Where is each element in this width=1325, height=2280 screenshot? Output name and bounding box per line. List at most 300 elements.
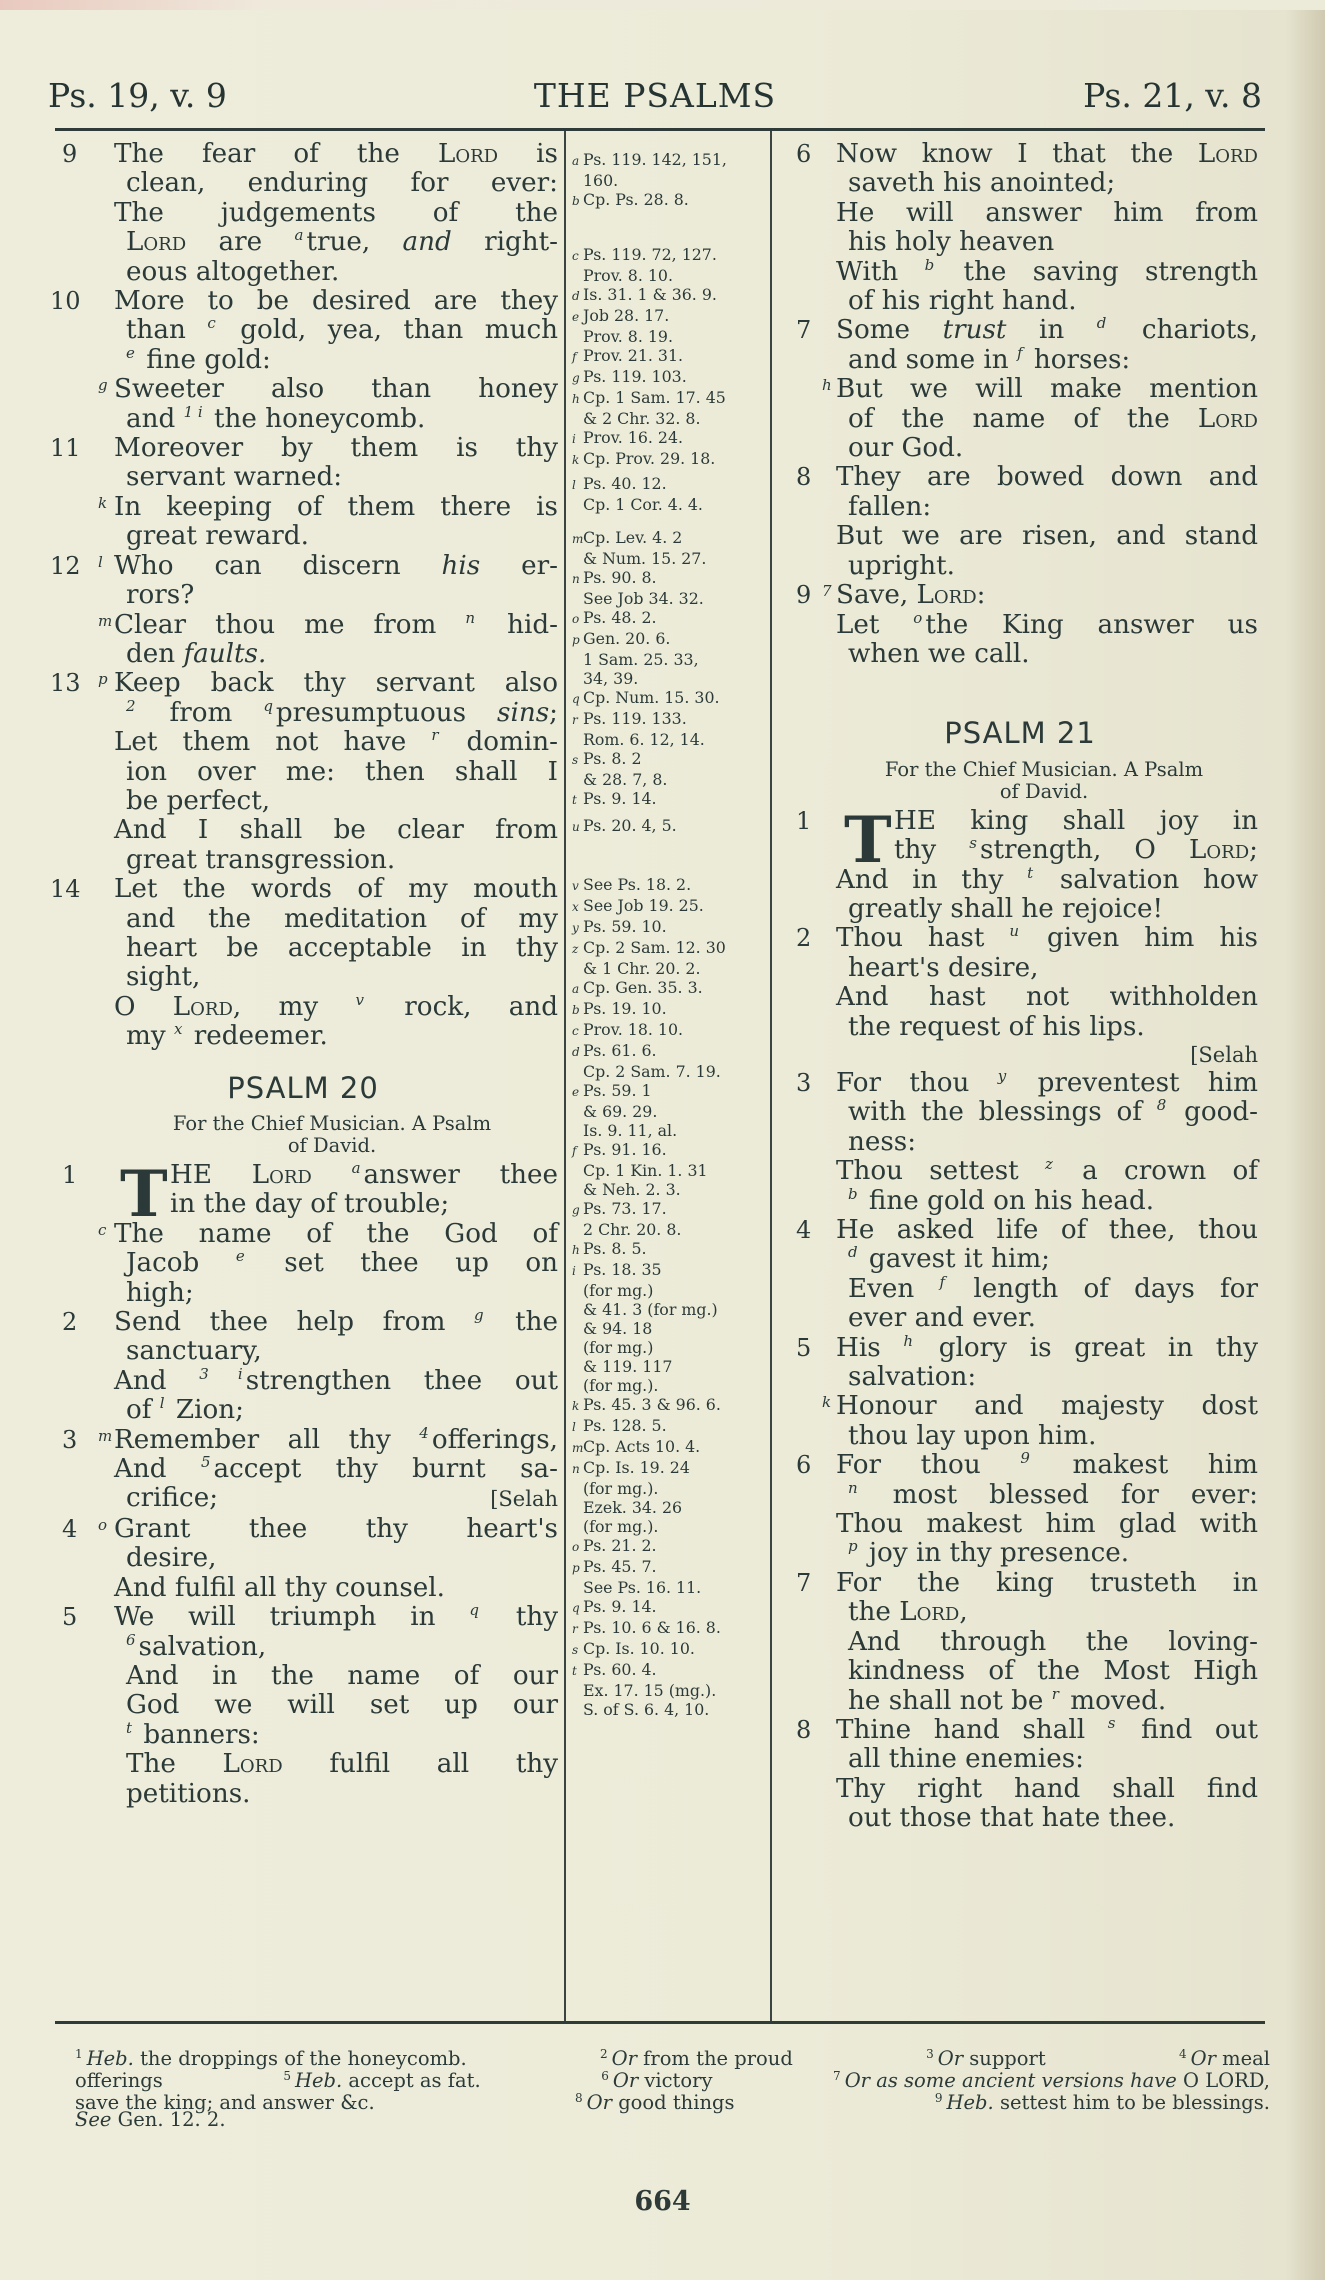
verse-text: petitions. — [126, 1778, 251, 1809]
verse-text: They are bowed down and — [836, 462, 1258, 493]
reference-text: (for mg.) — [583, 1338, 654, 1357]
cross-reference[interactable] — [572, 528, 768, 568]
verse-number: 5 — [796, 1333, 812, 1362]
reference-letter: b — [572, 1003, 580, 1017]
superscription-line: of David. — [287, 1134, 377, 1157]
verse-line — [782, 1304, 1258, 1333]
verse-text: rors? — [126, 580, 195, 611]
cross-reference-marker[interactable]: z — [1044, 1155, 1053, 1174]
cross-reference-marker[interactable]: 6 — [126, 1630, 136, 1649]
verse-line — [782, 863, 1258, 895]
cross-reference-line — [572, 669, 768, 688]
cross-reference-marker[interactable]: q — [469, 1601, 479, 1620]
verse-text: thou lay upon him. — [848, 1420, 1097, 1451]
verse-text: saveth his anointed; — [848, 168, 1116, 199]
reference-text: Ps. 59. 1 — [583, 1081, 652, 1100]
cross-reference-marker[interactable]: g — [473, 1306, 484, 1325]
verse-line — [782, 1128, 1258, 1157]
verse-line — [782, 434, 1258, 463]
cross-reference[interactable] — [572, 917, 768, 938]
verse-number: 4 — [62, 1514, 78, 1543]
footnote-text: O LORD, — [1183, 2069, 1270, 2092]
footnote-label: Or — [1190, 2047, 1223, 2070]
reference-letter: c — [572, 249, 579, 263]
reference-letter: m — [572, 1441, 584, 1455]
cross-reference-marker[interactable]: l — [159, 1394, 165, 1413]
reference-text: Prov. 8. 19. — [583, 327, 673, 346]
cross-reference-line — [572, 1281, 768, 1300]
cross-reference-marker[interactable]: 4 — [419, 1423, 429, 1442]
verse-text: the request of his lips. — [848, 1011, 1145, 1042]
verse-line: 12 l Who can discern his er- — [50, 550, 558, 581]
verse-line — [48, 1484, 558, 1514]
cross-reference-marker[interactable]: x — [173, 1020, 183, 1039]
cross-reference[interactable] — [572, 1660, 768, 1719]
reference-text: Prov. 16. 24. — [583, 428, 684, 447]
cross-reference-line — [572, 409, 768, 428]
cross-reference-line — [572, 346, 768, 367]
reference-text: Ps. 8. 2 — [583, 749, 642, 768]
verse-number: 1 — [796, 806, 812, 835]
cross-reference-marker[interactable]: v — [355, 990, 364, 1009]
verse-line — [48, 758, 558, 787]
cross-reference[interactable] — [572, 285, 768, 306]
verse-line — [782, 1422, 1258, 1451]
verse-text: $^d$ gavest it him; — [848, 1243, 1051, 1275]
verse-number: 4 — [796, 1216, 812, 1244]
reference-text: Ps. 61. 6. — [583, 1041, 657, 1060]
cross-reference[interactable] — [572, 245, 768, 285]
verse-line — [48, 934, 558, 963]
verse-number: 6 — [796, 140, 812, 168]
reference-text: Ps. 9. 14. — [583, 789, 657, 808]
verse-line — [782, 1013, 1258, 1042]
cross-reference[interactable] — [572, 1597, 768, 1618]
reference-text: 1 Sam. 25. 33, — [583, 650, 699, 669]
cross-reference-line — [572, 1479, 768, 1498]
cross-reference-line — [572, 789, 768, 810]
verse-text: His $^h$ glory is great in thy — [836, 1331, 1258, 1363]
verse-text: when we call. — [848, 638, 1030, 669]
cross-reference[interactable] — [572, 1639, 768, 1660]
drop-cap: T — [120, 1157, 168, 1232]
verse-text: and the meditation of my — [126, 903, 558, 934]
verse-line — [782, 493, 1258, 522]
cross-reference[interactable] — [572, 367, 768, 388]
cross-reference-marker[interactable]: q — [263, 696, 273, 715]
verse-text: desire, — [126, 1543, 217, 1574]
verse-text: And hast not withholden — [836, 982, 1258, 1013]
cross-reference-line — [572, 528, 768, 549]
cross-reference[interactable] — [572, 1395, 768, 1416]
verse-line: k Honour and majesty dost — [822, 1391, 1258, 1422]
cross-reference-marker[interactable]: p — [848, 1537, 858, 1556]
cross-reference-marker[interactable]: 1 i — [183, 402, 203, 421]
cross-reference[interactable] — [572, 306, 768, 346]
reference-text: Ps. 119. 142, 151, — [583, 150, 727, 169]
verse-line — [782, 140, 1258, 169]
verse-line — [782, 1331, 1258, 1363]
drop-cap: T — [844, 802, 892, 878]
cross-reference-marker[interactable]: o — [913, 608, 923, 627]
cross-reference[interactable] — [572, 789, 768, 810]
verse-line — [782, 463, 1258, 492]
reference-letter: k — [572, 1399, 580, 1413]
cross-reference-marker[interactable]: 8 — [1156, 1096, 1167, 1115]
verse-line: c The name of the God of — [98, 1218, 558, 1249]
cross-reference-marker[interactable]: d — [1096, 314, 1107, 333]
verse-line — [782, 1216, 1258, 1245]
verse-text: And $^5$ accept thy burnt sa- — [114, 1453, 558, 1485]
verse-line — [48, 581, 558, 610]
cross-reference-marker[interactable]: c — [207, 314, 216, 333]
divine-name: Lord — [916, 580, 977, 611]
cross-reference-line — [572, 978, 768, 999]
cross-reference-marker[interactable]: b — [924, 255, 935, 274]
verse-number: 7 — [796, 316, 812, 345]
cross-reference-line — [572, 999, 768, 1020]
verse-text: Moreover by them is thy — [114, 433, 558, 464]
cross-reference-marker[interactable]: h — [903, 1331, 914, 1350]
verse-text: The name of the God of — [114, 1218, 558, 1249]
cross-reference[interactable] — [572, 150, 768, 190]
cross-reference-line — [572, 608, 768, 629]
cross-reference-marker[interactable]: d — [848, 1243, 858, 1262]
cross-reference[interactable] — [572, 875, 768, 896]
cross-reference[interactable] — [572, 629, 768, 688]
cross-reference-line — [572, 896, 768, 917]
cross-reference-marker[interactable]: e — [126, 343, 135, 362]
footnote-number: 3 — [926, 2047, 934, 2061]
selah-marker: [Selah — [1190, 1042, 1258, 1067]
divine-name: Lord — [1197, 139, 1258, 169]
cross-reference[interactable] — [572, 896, 768, 917]
verse-line — [48, 787, 558, 816]
cross-reference-marker[interactable]: a — [351, 1159, 361, 1177]
verse-text: high; — [126, 1277, 194, 1308]
verse-text: We will triumph in $^q$ thy — [114, 1601, 558, 1633]
reference-text: Cp. Num. 15. 30. — [583, 688, 720, 707]
reference-text: Ps. 10. 6 & 16. 8. — [583, 1618, 721, 1637]
cross-reference-line — [572, 629, 768, 650]
reference-text: Prov. 8. 10. — [583, 266, 673, 285]
footnote — [75, 2109, 226, 2131]
cross-reference[interactable] — [572, 1458, 768, 1536]
cross-reference[interactable] — [572, 608, 768, 629]
cross-reference[interactable] — [572, 1260, 768, 1395]
reference-letter: o — [572, 1540, 580, 1554]
verse-text: God we will set up our — [126, 1690, 558, 1721]
header-left-ref: Ps. 19, v. 9 — [48, 76, 227, 115]
verse-number: 13 — [50, 669, 81, 698]
footnotes — [75, 2043, 1270, 2131]
cross-reference-column — [572, 150, 768, 1719]
verse-line — [782, 1451, 1258, 1480]
cross-reference-marker[interactable]: r — [1051, 1684, 1059, 1703]
verse-text: The fear of the Lord is — [114, 139, 559, 169]
reference-text: Cp. 1 Sam. 17. 45 — [583, 388, 726, 407]
cross-reference[interactable] — [572, 388, 768, 428]
reference-letter: e — [572, 1085, 580, 1099]
divine-name: Lord — [437, 139, 499, 169]
verse-text: Thou hast $^u$ given him his — [836, 922, 1258, 954]
verse-line — [48, 905, 558, 934]
reference-text: Cp. 1 Kin. 1. 31 — [583, 1161, 708, 1180]
verse-line: 13 p Keep back thy servant also — [50, 668, 558, 699]
verse-number: 10 — [50, 287, 81, 316]
cross-reference-marker[interactable]: s — [1107, 1713, 1116, 1732]
reference-text: Cp. Acts 10. 4. — [583, 1437, 701, 1456]
reference-letter: t — [572, 1664, 577, 1678]
cross-reference[interactable] — [572, 1239, 768, 1260]
verse-text: And $^{3 i}$ strengthen thee out — [114, 1364, 558, 1396]
verse-line — [48, 199, 558, 228]
cross-reference[interactable] — [572, 999, 768, 1020]
cross-reference[interactable] — [572, 749, 768, 789]
verse-text: and $^{1 i}$ the honeycomb. — [126, 402, 426, 434]
cross-reference-marker[interactable]: f — [939, 1272, 946, 1291]
divine-name: Lord — [1197, 403, 1258, 434]
reference-text: & 28. 7, 8. — [583, 770, 668, 789]
cross-reference[interactable] — [572, 1041, 768, 1081]
reference-letter: y — [572, 921, 579, 935]
verse-text: Thy right hand shall find — [836, 1773, 1258, 1804]
verse-line — [48, 1308, 558, 1337]
cross-reference-line — [572, 1220, 768, 1239]
footnote-label: See — [75, 2108, 118, 2131]
verse-text: For thou $^y$ preventest him — [836, 1066, 1258, 1098]
verse-line — [48, 963, 558, 992]
cross-reference-marker[interactable]: e — [235, 1247, 245, 1266]
cross-reference[interactable] — [572, 190, 768, 211]
cross-reference-marker[interactable]: n — [848, 1478, 858, 1497]
verse-line: 9 7 Save, Lord: — [782, 581, 1258, 610]
verse-text: Save, Lord: — [836, 580, 986, 611]
footnote — [283, 2065, 480, 2092]
reference-letter: a — [572, 982, 580, 996]
reference-text: Cp. Gen. 35. 3. — [583, 978, 703, 997]
cross-reference-marker[interactable]: f — [1017, 343, 1023, 362]
footnote-label: Or — [586, 2091, 619, 2114]
verse-line — [48, 1603, 558, 1632]
reference-text: Job 28. 17. — [583, 306, 670, 325]
reference-text: Ezek. 34. 26 — [583, 1498, 683, 1517]
cross-reference-marker[interactable]: 2 — [126, 696, 136, 715]
verse-text: Even $^f$ length of days for — [848, 1272, 1259, 1304]
verse-line — [48, 1780, 558, 1809]
reference-letter: s — [572, 753, 579, 767]
cross-reference-marker[interactable]: 5 — [200, 1453, 211, 1472]
reference-text: Cp. 2 Sam. 12. 30 — [583, 938, 726, 957]
cross-reference[interactable] — [572, 1081, 768, 1140]
cross-reference-line — [572, 938, 768, 959]
cross-reference-marker[interactable]: n — [465, 608, 476, 627]
divine-name: Lord — [251, 1160, 312, 1190]
psalm-21-superscription — [782, 759, 1258, 803]
cross-reference-line — [572, 1700, 768, 1719]
verse-text: upright. — [848, 550, 956, 581]
verse-text: Remember all thy $^4$ offerings, — [114, 1423, 558, 1455]
reference-letter: h — [572, 392, 580, 406]
verse-line — [782, 287, 1258, 316]
verse-text: He will answer him from — [836, 197, 1258, 228]
footnote-label: Or — [612, 2069, 645, 2092]
verse-line — [782, 1272, 1259, 1304]
cross-reference-marker[interactable]: r — [431, 726, 439, 745]
cross-reference-line — [572, 1102, 768, 1121]
cross-reference[interactable] — [572, 1618, 768, 1639]
reference-letter: e — [572, 310, 580, 324]
divine-name: Lord — [899, 1597, 960, 1628]
right-text-column — [782, 140, 1258, 1834]
reference-letter: p — [572, 1561, 580, 1575]
verse-line: 4 o Grant thee thy heart's — [48, 1515, 558, 1544]
verse-text: sight, — [126, 962, 201, 993]
cross-reference-marker[interactable]: 9 — [1020, 1449, 1030, 1468]
italic-word: sins — [497, 697, 550, 728]
reference-text: Ps. 9. 14. — [583, 1597, 657, 1616]
footnote-text: meal — [1222, 2047, 1270, 2070]
reference-text: Prov. 21. 31. — [583, 346, 684, 365]
verse-text: He asked life of thee, thou — [836, 1215, 1258, 1245]
reference-text: & Neh. 2. 3. — [583, 1180, 681, 1199]
verse-line — [782, 1539, 1258, 1568]
verse-line — [782, 1510, 1258, 1539]
footnote — [575, 2087, 734, 2114]
cross-reference-line — [572, 306, 768, 327]
verse-text: eous altogether. — [126, 256, 340, 287]
superscription-line: For the Chief Musician. A Psalm — [884, 757, 1204, 781]
verse-line — [48, 169, 558, 198]
reference-letter: g — [572, 371, 580, 385]
cross-reference[interactable] — [572, 1437, 768, 1458]
reference-text: & 2 Chr. 32. 8. — [583, 409, 701, 428]
reference-text: Ps. 40. 12. — [583, 474, 667, 493]
cross-reference[interactable] — [572, 978, 768, 999]
cross-reference[interactable] — [572, 1140, 768, 1199]
reference-letter: c — [572, 1024, 579, 1038]
footnote-text: good things — [618, 2091, 735, 2114]
footnote-line — [75, 2043, 1270, 2070]
verse-text: Clear thou me from $^n$ hid- — [114, 608, 558, 640]
reference-text: Ps. 119. 133. — [583, 709, 687, 728]
verse-text: Send thee help from $^g$ the — [114, 1306, 558, 1338]
reference-letter: k — [572, 453, 580, 467]
cross-reference-marker[interactable]: b — [848, 1184, 858, 1203]
reference-letter: o — [572, 612, 580, 626]
reference-letter: q — [572, 692, 580, 706]
verse-line — [48, 1190, 558, 1219]
reference-text: & 119. 117 — [583, 1357, 673, 1376]
reference-letter: r — [572, 1622, 578, 1636]
cross-reference[interactable] — [572, 938, 768, 978]
cross-reference[interactable] — [572, 709, 768, 749]
reference-text: Prov. 18. 10. — [583, 1020, 684, 1039]
cross-reference[interactable] — [572, 688, 768, 709]
cross-reference[interactable] — [572, 1020, 768, 1041]
reference-text: See Job 34. 32. — [583, 589, 704, 608]
verse-number: 6 — [796, 1451, 812, 1480]
cross-reference[interactable] — [572, 346, 768, 367]
reference-text: Ps. 128. 5. — [583, 1416, 667, 1435]
cross-reference-line — [572, 1357, 768, 1376]
cross-reference-marker[interactable]: a — [294, 226, 304, 245]
divine-name: Lord — [1189, 835, 1250, 866]
verse-line — [48, 1279, 558, 1308]
cross-reference-marker[interactable]: t — [126, 1718, 133, 1737]
reference-letter: h — [572, 1243, 580, 1257]
cross-reference[interactable] — [572, 1199, 768, 1239]
cross-reference[interactable] — [572, 1416, 768, 1437]
verse-text: $^p$ joy in thy presence. — [848, 1537, 1130, 1569]
footnote-text: save the king; and answer &c. — [75, 2091, 375, 2114]
verse-line — [48, 402, 558, 434]
cross-reference[interactable] — [572, 1536, 768, 1557]
cross-reference[interactable] — [572, 1557, 768, 1597]
verse-text: the Lord, — [848, 1597, 968, 1628]
header-book-title: THE PSALMS — [533, 76, 777, 115]
cross-reference-line — [572, 1376, 768, 1395]
verse-number: 11 — [50, 434, 81, 463]
cross-reference-line — [572, 1660, 768, 1681]
reference-text: Ps. 73. 17. — [583, 1199, 667, 1218]
divine-name: Lord — [172, 991, 233, 1022]
cross-reference[interactable] — [572, 474, 768, 514]
cross-reference-line — [572, 709, 768, 730]
cross-reference[interactable] — [572, 816, 768, 837]
cross-reference-line — [572, 367, 768, 388]
cross-reference-marker[interactable]: s — [969, 834, 977, 853]
cross-reference-marker[interactable]: u — [1009, 922, 1020, 941]
cross-reference-line — [572, 1239, 768, 1260]
cross-reference-line — [572, 1140, 768, 1161]
reference-text: Ps. 19. 10. — [583, 999, 667, 1018]
cross-reference-line — [572, 770, 768, 789]
verse-line — [48, 728, 558, 757]
cross-reference-line — [572, 1557, 768, 1578]
verse-text: Lord are $^a$ true, and right- — [126, 226, 558, 258]
verse-text: $^6$ salvation, — [126, 1630, 267, 1662]
verse-line — [782, 895, 1258, 924]
reference-text: Cp. 1 Cor. 4. 4. — [583, 495, 703, 514]
reference-text: Cp. Ps. 28. 8. — [583, 190, 689, 209]
verse-text: O Lord, my $^v$ rock, and — [114, 990, 558, 1022]
cross-reference-marker[interactable]: t — [1027, 863, 1034, 882]
verse-line — [48, 343, 558, 375]
verse-line — [782, 522, 1258, 551]
column-divider-left — [564, 131, 566, 2021]
verse-text: HE Lord $^a$ answer thee — [170, 1159, 559, 1190]
cross-reference[interactable] — [572, 428, 768, 449]
reference-letter: u — [572, 820, 580, 834]
verse-line: g Sweeter also than honey — [98, 374, 558, 405]
verse-number: 8 — [796, 1715, 812, 1744]
cross-reference-marker[interactable]: 3 i — [199, 1364, 243, 1383]
cross-reference[interactable] — [572, 568, 768, 608]
cross-reference[interactable] — [572, 449, 768, 470]
footnote-label: Heb. — [86, 2047, 141, 2070]
verse-text: $^b$ fine gold on his head. — [848, 1184, 1155, 1216]
verse-line — [782, 983, 1258, 1012]
verse-line — [782, 1245, 1258, 1274]
verse-text: HE king shall joy in — [894, 805, 1258, 836]
reference-letter: x — [572, 900, 579, 914]
verse-text: fallen: — [848, 491, 932, 522]
cross-reference-marker[interactable]: y — [997, 1066, 1007, 1085]
verse-text: in the day of trouble; — [170, 1189, 450, 1220]
reference-letter: d — [572, 1045, 580, 1059]
cross-reference-line — [572, 1062, 768, 1081]
